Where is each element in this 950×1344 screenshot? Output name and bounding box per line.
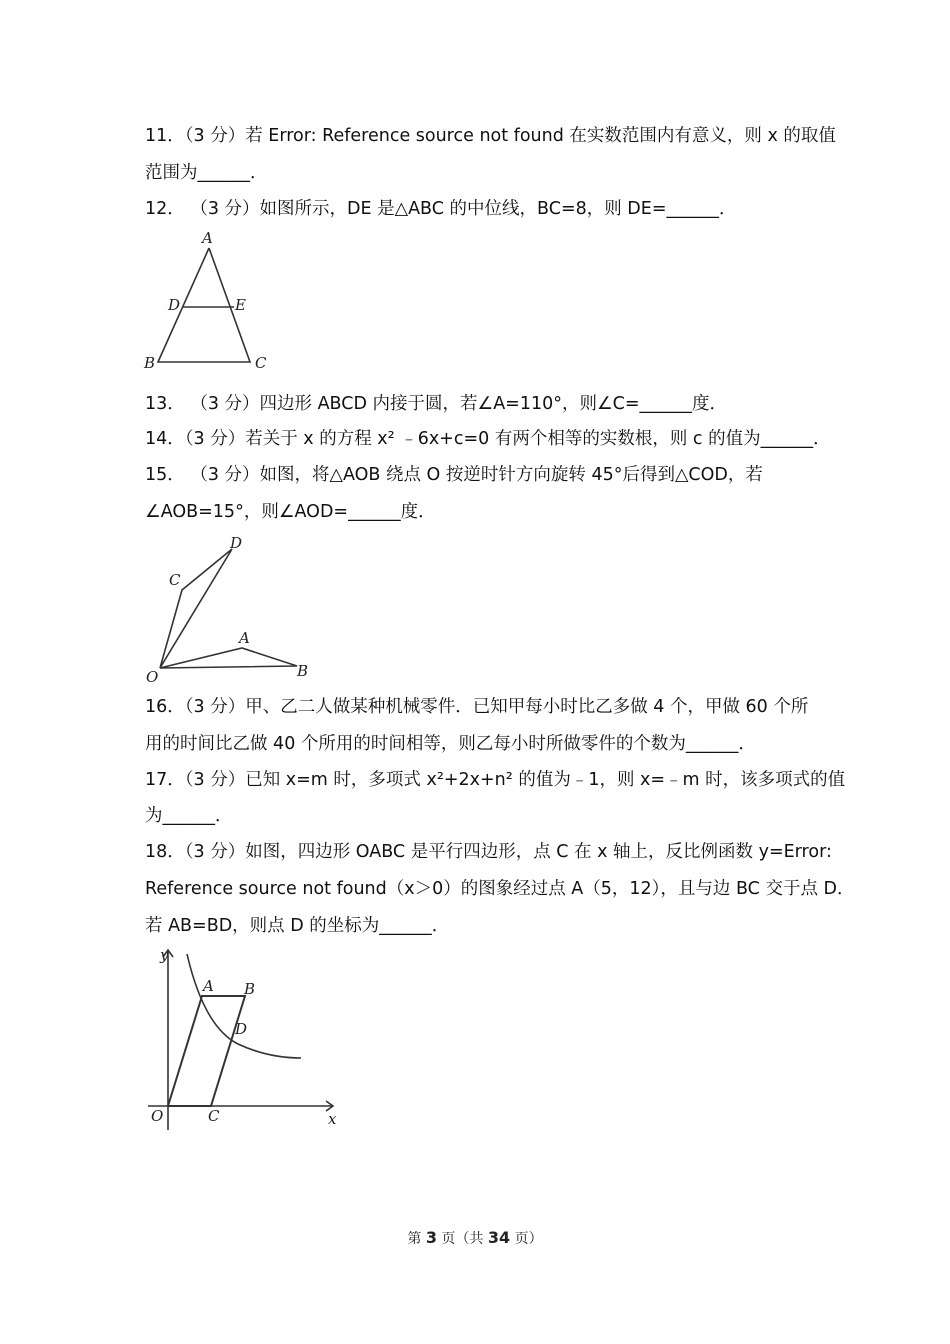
q17-line-2: 为______．	[145, 806, 233, 826]
fig18-label-b: B	[244, 980, 256, 998]
q12-line-1: 12． （3 分）如图所示，DE 是△ABC 的中位线，BC=8，则 DE=______．	[145, 199, 737, 219]
footer-page-number: 3	[425, 1228, 437, 1247]
figure-q12-triangle	[138, 228, 278, 376]
fig18-label-a: A	[203, 977, 214, 995]
q16-line-1: 16．（3 分）甲、乙二人做某种机械零件．已知甲每小时比乙多做 4 个，甲做 60 个所	[145, 697, 809, 717]
q18-line-2: Reference source not found（x＞0）的图象经过点 A（5，12），且与边 BC 交于点 D．	[145, 879, 855, 899]
fig18-label-o: O	[151, 1107, 164, 1125]
fig18-label-x: x	[328, 1110, 337, 1128]
fig18-label-y: y	[160, 946, 169, 964]
footer-middle: 页（共	[436, 1231, 488, 1247]
fig15-label-c: C	[169, 571, 181, 589]
fig12-label-d: D	[168, 296, 181, 314]
fig12-label-c: C	[255, 354, 267, 372]
fig12-label-e: E	[235, 296, 246, 314]
footer-suffix: 页）	[510, 1231, 543, 1247]
fig15-label-b: B	[297, 662, 309, 680]
fig18-label-d: D	[235, 1020, 248, 1038]
fig18-label-c: C	[208, 1107, 220, 1125]
fig15-label-d: D	[230, 534, 243, 552]
fig12-label-b: B	[144, 354, 156, 372]
q18-line-3: 若 AB=BD，则点 D 的坐标为______．	[145, 916, 450, 936]
fig15-label-o: O	[146, 668, 159, 686]
q11-line-2: 范围为______．	[145, 163, 268, 183]
figure-q18-coordinate-plane	[138, 942, 350, 1137]
q16-line-2: 用的时间比乙做 40 个所用的时间相等，则乙每小时所做零件的个数为______．	[145, 734, 756, 754]
q15-line-1: 15． （3 分）如图，将△AOB 绕点 O 按逆时针方向旋转 45°后得到△COD，若	[145, 465, 763, 485]
q18-line-1: 18．（3 分）如图，四边形 OABC 是平行四边形，点 C 在 x 轴上，反比例函数 y=Error:	[145, 842, 832, 862]
footer-total-pages: 34	[487, 1228, 511, 1247]
fig12-label-a: A	[202, 229, 213, 247]
page-footer	[0, 1228, 950, 1248]
q14-line-1: 14．（3 分）若关于 x 的方程 x² ﹣6x+c=0 有两个相等的实数根，则 c 的值为______．	[145, 429, 831, 449]
figure-q15-rotation	[138, 530, 318, 690]
q17-line-1: 17．（3 分）已知 x=m 时，多项式 x²+2x+n² 的值为﹣1，则 x=﹣m 时，该多项式的值	[145, 770, 846, 790]
q11-line-1: 11．（3 分）若 Error: Reference source not found 在实数范围内有意义，则 x 的取值	[145, 126, 836, 146]
q13-line-1: 13． （3 分）四边形 ABCD 内接于圆，若∠A=110°，则∠C=______度．	[145, 394, 728, 414]
footer-prefix: 第	[407, 1231, 426, 1247]
q15-line-2: ∠AOB=15°，则∠AOD=______度．	[145, 502, 436, 522]
fig15-label-a: A	[239, 629, 250, 647]
